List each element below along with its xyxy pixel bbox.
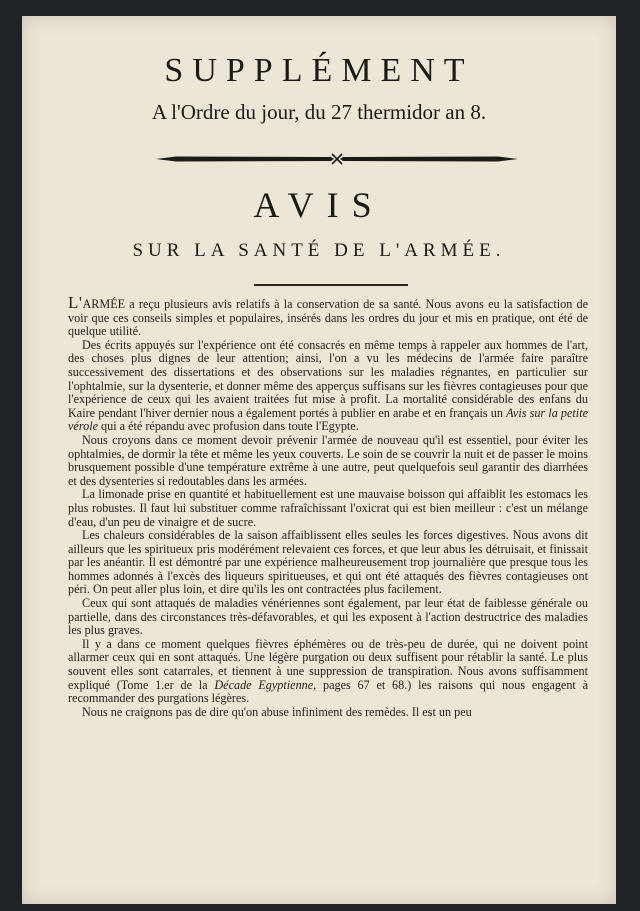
paragraph-text: a reçu plusieurs avis relatifs à la conservation de sa santé. Nous avons eu la satisfaction de voir que ces conseils simples et populaires, insérés dans les ordres du jour et mis en pratique, ont été de quelque utilité. (68, 297, 588, 339)
italic-title: Avis sur la petite vérole (68, 405, 588, 434)
paragraph-text: qui a été répandu avec profusion dans toute l'Egypte. (98, 419, 359, 434)
paragraph-text: Il y a dans ce moment quelques fièvres éphémères ou de très-peu de durée, qui ne doivent point allarmer ceux qui en sont attaqués. Une légère purgation ou deux suffisent pour rétablir la santé. Le plus souvent elles sont catarrales, et tiennent à une suppression de transpiration. Nous avons suffisamment expliqué (Tome 1.er de la (68, 636, 588, 692)
paragraph: La limonade prise en quantité et habituellement est une mauvaise boisson qui affaiblit les estomacs les plus robustes. Il faut lui substituer comme rafraîchissant l'oxicrat qui est bien meilleur : c'est un mélange d'eau, d'un peu de vinaigre et de sucre. (68, 487, 588, 529)
paragraph-text: Des écrits appuyés sur l'expérience ont été consacrés en même temps à rappeler aux hommes de l'art, des choses plus dignes de leur attention; ainsi, l'on a vu les médecins de l'armée faire paraître successivement des dissertations et des observations sur les maladies régnantes, en particulier sur l'ophtalmie, sur la dysenterie, et donner même des apperçus suffisans sur les fièvres contagieuses pour que l'expérience de ceux qui les avaient traitées fut mise à profit. La mortalité considérable des enfans du Kaire pendant l'hiver dernier nous a également portés à publier en arabe et en français un (68, 337, 588, 420)
page-title: SUPPLÉMENT (164, 52, 474, 89)
document-page (22, 16, 616, 904)
notice-subheading: SUR LA SANTÉ DE L'ARMÉE. (132, 240, 506, 261)
italic-title: Décade Egyptienne (214, 677, 314, 692)
paragraph (68, 638, 588, 706)
notice-heading: AVIS (253, 185, 385, 225)
drop-cap: L' (68, 293, 83, 312)
page-subtitle: A l'Ordre du jour, du 27 thermidor an 8. (151, 100, 487, 124)
ornament-divider (156, 153, 518, 165)
paragraph: Ceux qui sont attaqués de maladies vénériennes sont également, par leur état de faiblesse générale ou partielle, dans des circonstances très-défavorables, et qui les exposent à l'action destructrice des maladies les plus graves. (68, 596, 588, 638)
paragraph-text: , pages 67 et 68.) les raisons qui nous engagent à recommander des purgations légères. (68, 677, 588, 706)
lead-word: ARMÉE (82, 297, 126, 311)
heading-rule (254, 284, 408, 286)
body-text (68, 293, 588, 719)
paragraph (68, 339, 588, 434)
paragraph (68, 293, 588, 339)
paragraph: Les chaleurs considérables de la saison affaiblissent elles seules les forces digestives. Nous avons dit ailleurs que les spiritueux pris modérément relevaient ces forces, et que leur abus les détruisait, et finissait par les anéantir. Il est démontré par une expérience malheureusement trop journalière que presque tous les hommes adonnés à l'excès des liqueurs spiritueuses, et qui ont été attaqués des fièvres contagieuses ont péri. On peut aller plus loin, et dire qu'ils les ont contractées plus facilement. (68, 528, 588, 597)
paragraph: Nous croyons dans ce moment devoir prévenir l'armée de nouveau qu'il est essentiel, pour éviter les ophtalmies, de dormir la tête et même les yeux couverts. Le soin de se couvrir la nuit et de passer le moins brusquement possible d'une température extrême à une autre, peut quelquefois seul garantir des diarrhées et des dysenteries si redoutables dans les armées. (68, 432, 588, 488)
paragraph: Nous ne craignons pas de dire qu'on abuse infiniment des remèdes. Il est un peu (82, 704, 472, 719)
